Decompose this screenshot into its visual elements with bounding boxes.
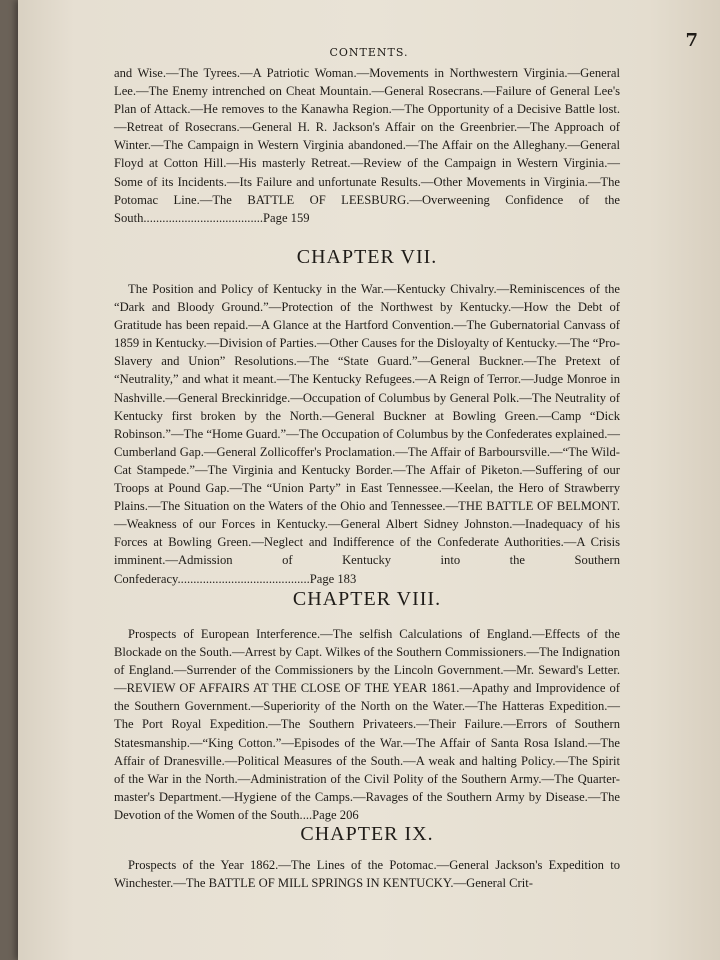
chapter-heading-vii: CHAPTER VII. bbox=[296, 246, 438, 268]
chapter-viii-summary bbox=[114, 625, 620, 824]
previous-chapter-summary bbox=[114, 64, 620, 227]
summary-text: Prospects of the Year 1862.—The Lines of the Potomac.—General Jackson's Expedition to Winchester.—The BATTLE OF MILL SPRINGS IN KENTUCKY.—General Crit- bbox=[114, 858, 620, 891]
page-reference: ....Page 206 bbox=[299, 807, 359, 822]
summary-text: Prospects of European Interference.—The selfish Calculations of England.—Effects of the Blockade on the South.—Arrest by Capt. Wilkes of the Southern Commissioners.—The Indignation of England.—Surrender of the Commissioners by the Lincoln Government.—Mr. Seward's Letter.—REVIEW OF AFFAIRS AT THE CLOSE OF THE YEAR 1861.—Apathy and Improvidence of the Southern Government.—Superiority of the North on the Water.—The Hatteras Expedition.—The Port Royal Expedition.—The Southern Privateers.—Their Failure.—Errors of Southern Statesmanship.—“King Cotton.”—Episodes of the War.—The Affair of Santa Rosa Island.—The Affair of Dranesville.—Political Measures of the South.—A weak and halting Policy.—The Spirit of the War in the North.—Administration of the Civil Polity of the Southern Army.—The Quarter-master's Department.—Hygiene of the Camps.—Ravages of the Southern Army by Disease.—The Devotion of the Women of the South bbox=[114, 627, 620, 822]
chapter-vii-summary bbox=[114, 280, 620, 588]
chapter-heading-ix: CHAPTER IX. bbox=[300, 823, 434, 845]
page-reference: ..........................................Page 183 bbox=[177, 571, 357, 586]
chapter-ix-summary bbox=[114, 856, 620, 892]
page-number: 7 bbox=[685, 30, 698, 51]
summary-text: The Position and Policy of Kentucky in the War.—Kentucky Chivalry.—Reminiscences of the “Dark and Bloody Ground.”—Protection of the Northwest by Kentucky.—How the Debt of Gratitude has been repaid.—A Glance at the Hartford Convention.—The Gubernatorial Canvass of 1859 in Kentucky.—Division of Parties.—Other Causes for the Disloyalty of Kentucky.—The “Pro-Slavery and Union” Resolutions.—The “State Guard.”—General Buckner.—The Pretext of “Neutrality,” and what it meant.—The Kentucky Refugees.—A Reign of Terror.—Judge Monroe in Nashville.—General Breckinridge.—Occupation of Columbus by General Polk.—The Neutrality of Kentucky first broken by the North.—General Buckner at Bowling Green.—Camp “Dick Robinson.”—The “Home Guard.”—The Occupation of Columbus by the Confederates explained.—Cumberland Gap.—General Zollicoffer's Proclamation.—The Affair of Barboursville.—“The Wild-Cat Stampede.”—The Virginia and Kentucky Border.—The Affair of Piketon.—Suffering of our Troops at Pound Gap.—The “Union Party” in East Tennessee.—Keelan, the Hero of Strawberry Plains.—The Situation on the Waters of the Ohio and Tennessee.—THE BATTLE OF BELMONT.—Weakness of our Forces in Kentucky.—General Albert Sidney Johnston.—Inadequacy of his Forces at Bowling Green.—Neglect and Indifference of the Confederate Authorities.—A Crisis imminent.—Admission of Kentucky into the Southern Confederacy bbox=[114, 282, 620, 586]
book-page bbox=[18, 0, 720, 960]
summary-text: and Wise.—The Tyrees.—A Patriotic Woman.—Movements in Northwestern Virginia.—General Lee.—The Enemy intrenched on Cheat Mountain.—General Rosecrans.—Failure of General Lee's Plan of Attack.—He removes to the Kanawha Region.—The Opportunity of a Decisive Battle lost.—Retreat of Rosecrans.—General H. R. Jackson's Affair on the Greenbrier.—The Approach of Winter.—The Campaign in Western Virginia abandoned.—The Affair on the Alleghany.—General Floyd at Cotton Hill.—His masterly Retreat.—Review of the Campaign in Western Virginia.—Some of its Incidents.—Its Failure and unfortunate Results.—Other Movements in Virginia.—The Potomac Line.—The BATTLE OF LEESBURG.—Overweening Confidence of the South bbox=[114, 66, 620, 225]
chapter-heading-viii: CHAPTER VIII. bbox=[292, 588, 442, 610]
page-reference: ......................................Page 159 bbox=[143, 210, 310, 225]
running-title: CONTENTS. bbox=[329, 46, 409, 59]
